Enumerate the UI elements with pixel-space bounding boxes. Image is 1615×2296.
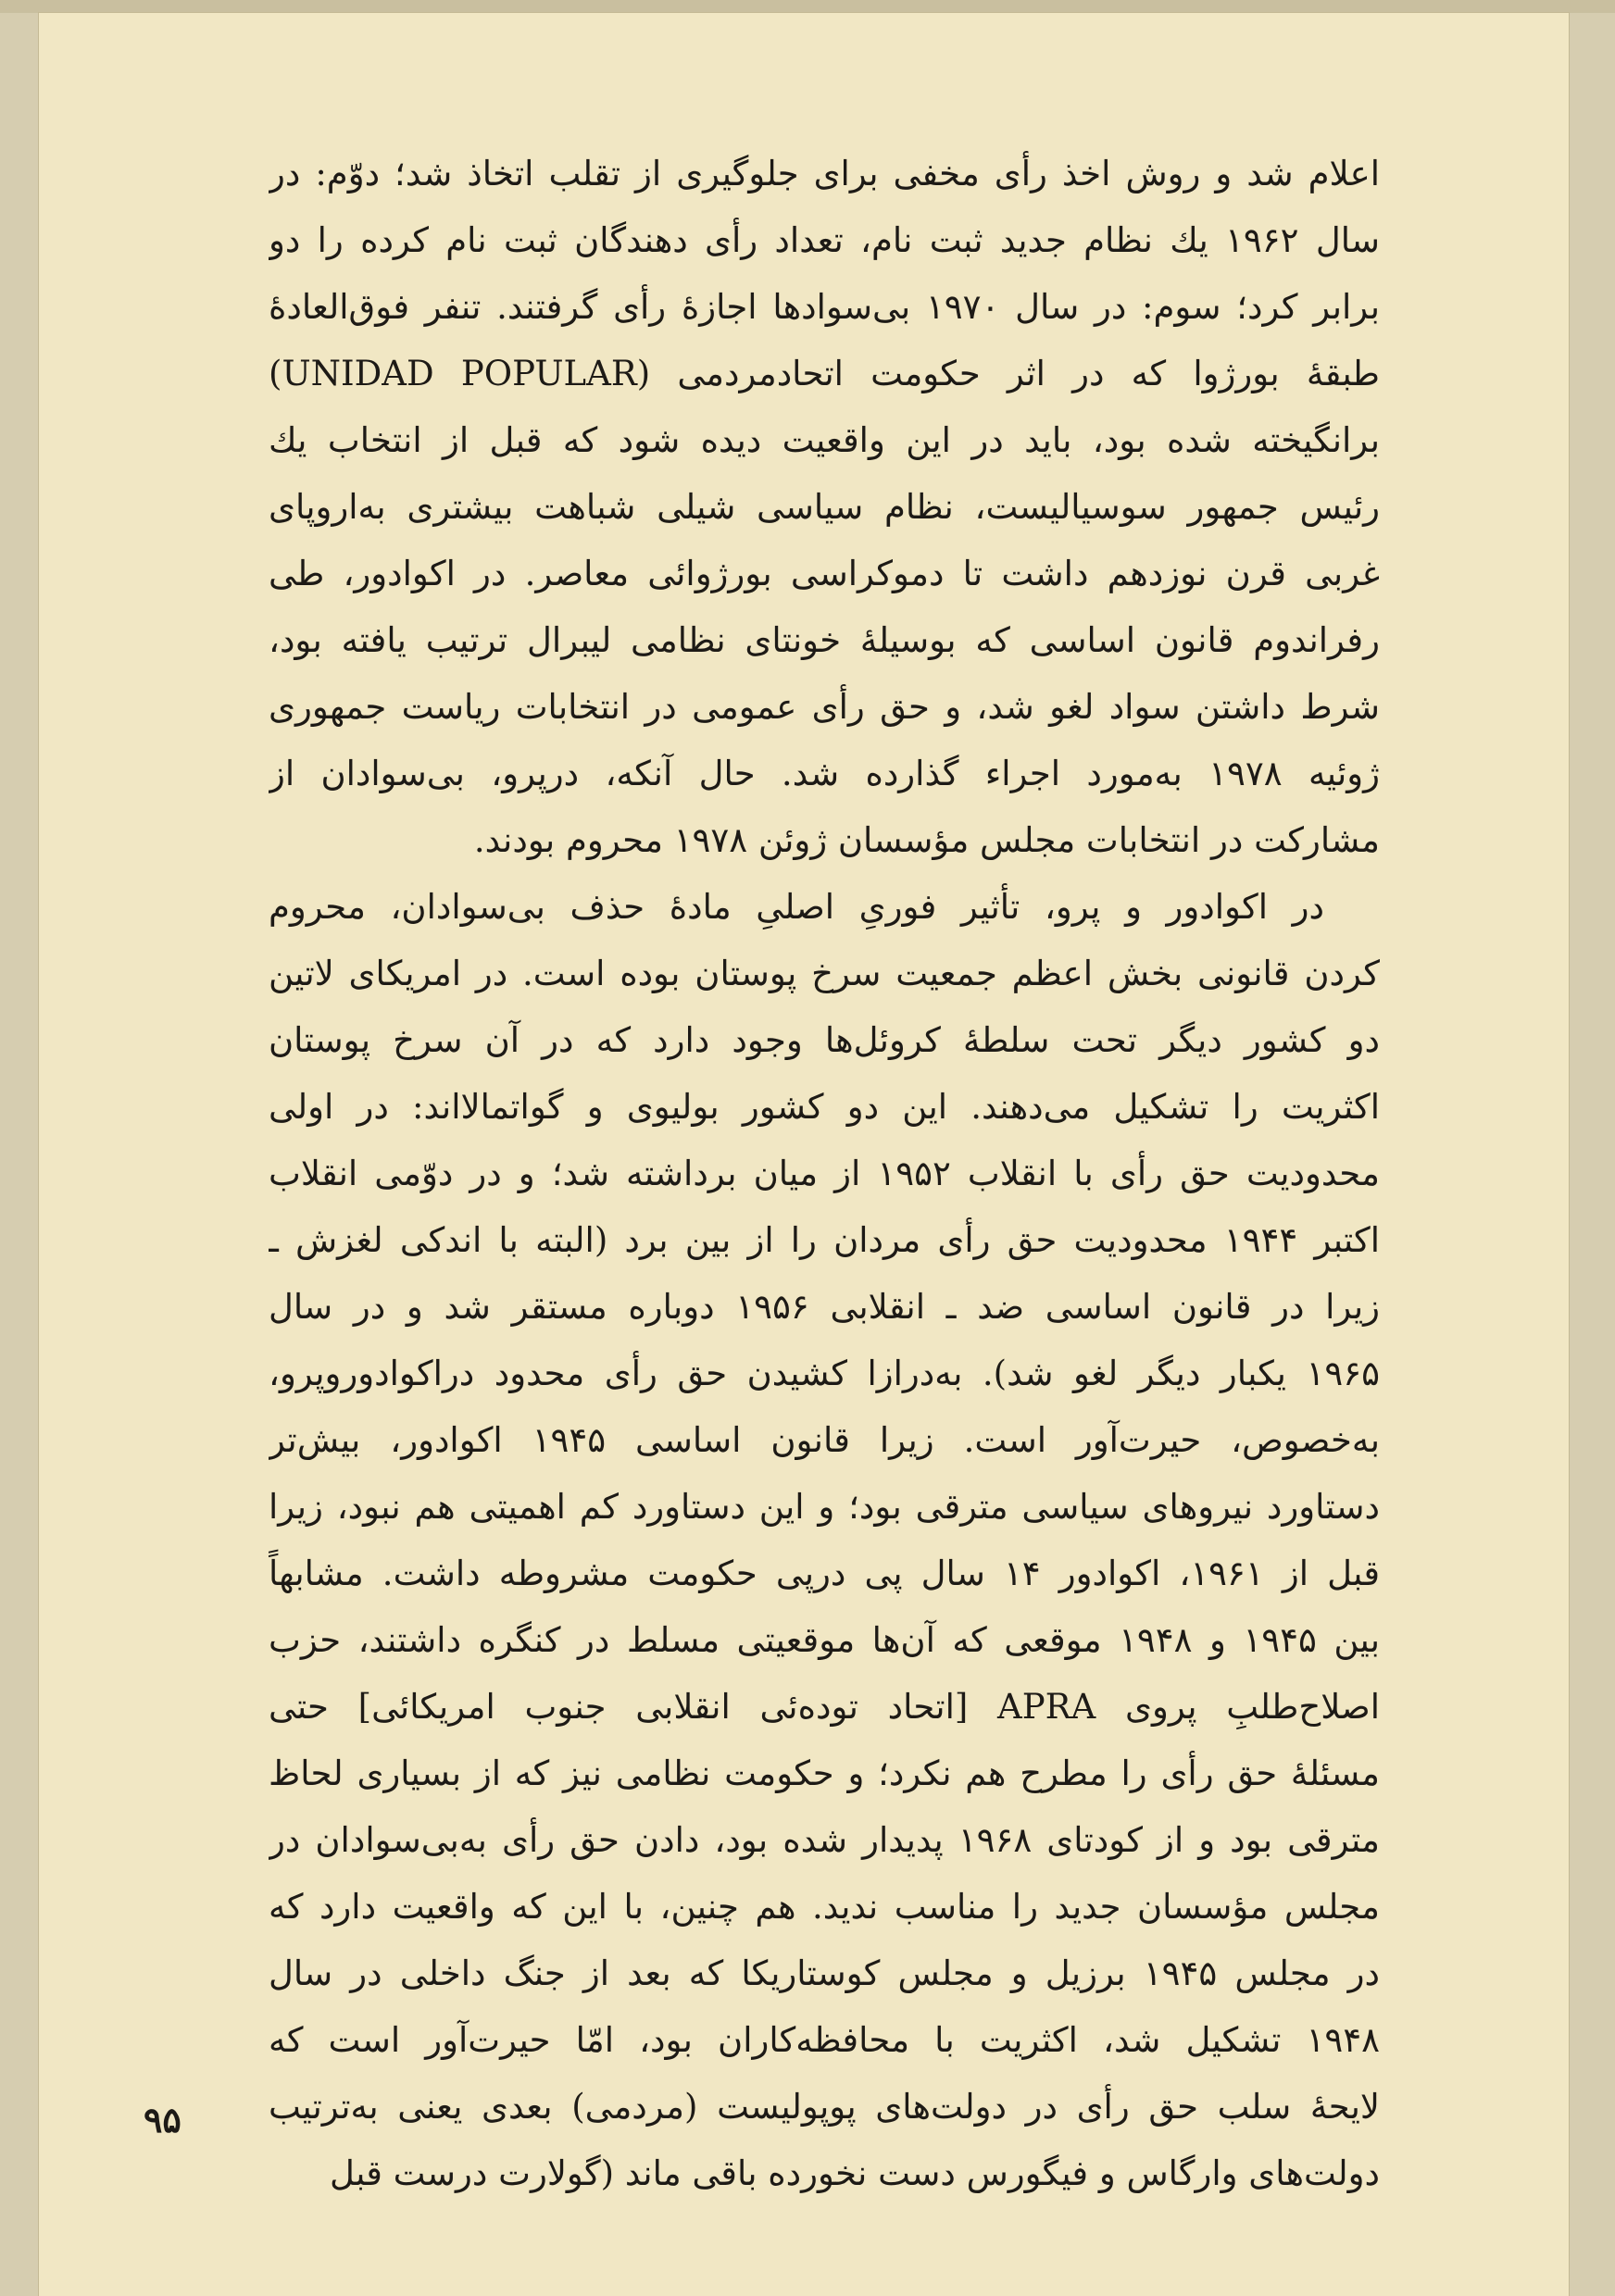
text-line: اعلام شد و روش اخذ رأی مخفی برای جلوگیری از تقلب اتخاذ شد؛ دوّم: در	[269, 154, 1380, 193]
text-line: بین ۱۹۴۵ و ۱۹۴۸ موقعی که آن‌ها موقعیتی مسلط در کنگره داشتند، حزب	[269, 1620, 1380, 1660]
text-line: مشارکت در انتخابات مجلس مؤسسان ژوئن ۱۹۷۸ محروم بودند.	[473, 820, 1380, 860]
text-line: اکتبر ۱۹۴۴ محدودیت حق رأی مردان را از بین برد (البته با اندکی لغزش ـ	[269, 1220, 1380, 1260]
text-line: در مجلس ۱۹۴۵ برزیل و مجلس کوستاریکا که بعد از جنگ داخلی در سال	[269, 1953, 1380, 1993]
text-line: مترقی بود و از کودتای ۱۹۶۸ پدیدار شده بود، دادن حق رأی به‌بی‌سوادان در	[269, 1820, 1380, 1860]
text-line: دو کشور دیگر تحت سلطهٔ کروئل‌ها وجود دارد که در آن سرخ پوستان	[269, 1020, 1380, 1060]
text-line: رئیس جمهور سوسیالیست، نظام سیاسی شیلی شباهت بیشتری به‌اروپای	[269, 487, 1380, 527]
text-line: ۱۹۶۵ یکبار دیگر لغو شد). به‌درازا کشیدن حق رأی محدود دراکوادوروپرو،	[269, 1354, 1380, 1393]
text-line: رفراندوم قانون اساسی که بوسیلهٔ خونتای نظامی لیبرال ترتیب یافته بود،	[269, 620, 1380, 660]
text-line: اصلاح‌طلبِ پروی APRA [اتحاد توده‌ئی انقلابی جنوب امریکائی] حتی	[269, 1687, 1380, 1727]
scan-border	[0, 0, 1615, 13]
text-line: قبل از ۱۹۶۱، اکوادور ۱۴ سال پی درپی حکومت مشروطه داشت. مشابهاً	[269, 1554, 1380, 1593]
text-line: سال ۱۹۶۲ یك نظام جدید ثبت نام، تعداد رأی دهندگان ثبت نام کرده را دو	[269, 220, 1380, 260]
text-line: برانگیخته شده بود، باید در این واقعیت دیده شود که قبل از انتخاب یك	[269, 420, 1380, 460]
text-line: در اکوادور و پرو، تأثیر فوریِ اصلیِ مادهٔ حذف بی‌سوادان، محروم	[269, 887, 1324, 927]
text-line: طبقهٔ بورژوا که در اثر حکومت اتحادمردمی (UNIDAD POPULAR)	[269, 354, 1380, 393]
text-line: مسئلهٔ حق رأی را مطرح هم نکرد؛ و حکومت نظامی نیز که از بسیاری لحاظ	[269, 1753, 1380, 1793]
body-text	[269, 141, 1380, 2207]
text-line: شرط داشتن سواد لغو شد، و حق رأی عمومی در انتخابات ریاست جمهوری	[269, 687, 1380, 727]
text-line: دولت‌های وارگاس و فیگورس دست نخورده باقی ماند (گولارت درست قبل	[330, 2153, 1380, 2193]
text-line: زیرا در قانون اساسی ضد ـ انقلابی ۱۹۵۶ دوباره مستقر شد و در سال	[269, 1287, 1380, 1327]
text-line: مجلس مؤسسان جدید را مناسب ندید. هم چنین، با این که واقعیت دارد که	[269, 1887, 1380, 1927]
text-line: کردن قانونی بخش اعظم جمعیت سرخ پوستان بوده است. در امریکای لاتین	[269, 954, 1380, 993]
page-number: ۹۵	[144, 2099, 182, 2140]
text-line: غربی قرن نوزدهم داشت تا دموکراسی بورژوائی معاصر. در اکوادور، طی	[269, 554, 1380, 593]
text-line: به‌خصوص، حیرت‌آور است. زیرا قانون اساسی ۱۹۴۵ اکوادور، بیش‌تر	[269, 1420, 1380, 1460]
text-line: ۱۹۴۸ تشکیل شد، اکثریت با محافظه‌کاران بود، امّا حیرت‌آور است که	[269, 2020, 1380, 2060]
text-line: دستاورد نیروهای سیاسی مترقی بود؛ و این دستاورد کم اهمیتی هم نبود، زیرا	[269, 1487, 1380, 1527]
text-line: لایحهٔ سلب حق رأی در دولت‌های پوپولیست (مردمی) بعدی یعنی به‌ترتیب	[269, 2087, 1380, 2127]
text-line: برابر کرد؛ سوم: در سال ۱۹۷۰ بی‌سوادها اجازهٔ رأی گرفتند. تنفر فوق‌العادهٔ	[269, 287, 1380, 327]
text-line: محدودیت حق رأی با انقلاب ۱۹۵۲ از میان برداشته شد؛ و در دوّمی انقلاب	[269, 1154, 1380, 1193]
text-line: اکثریت را تشکیل می‌دهند. این دو کشور بولیوی و گواتمالا‌اند: در اولی	[269, 1087, 1380, 1127]
text-line: ژوئیه ۱۹۷۸ به‌مورد اجراء گذارده شد. حال آنکه، درپرو، بی‌سوادان از	[269, 754, 1380, 793]
